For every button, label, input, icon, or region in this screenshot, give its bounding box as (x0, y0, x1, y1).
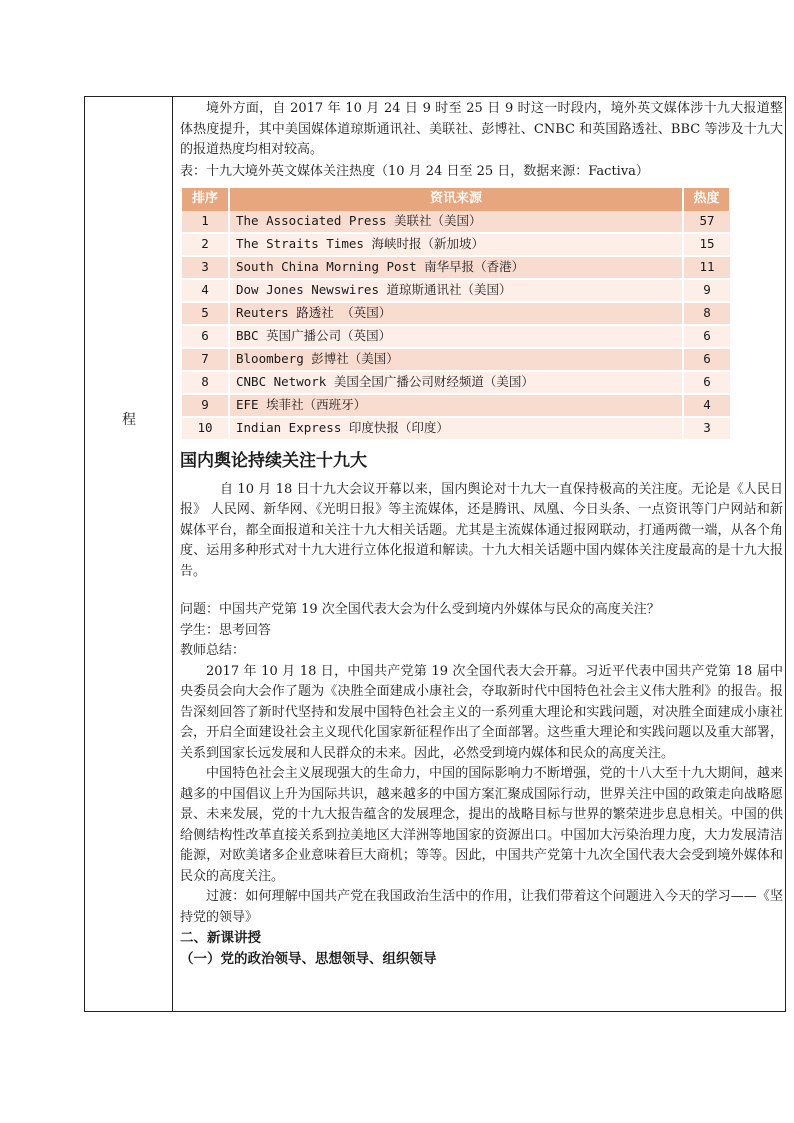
cell-source: Dow Jones Newswires 道琼斯通讯社（美国） (229, 279, 683, 302)
table-row (182, 302, 730, 325)
cell-source: South China Morning Post 南华早报（香港） (229, 256, 683, 279)
table-row (182, 211, 730, 233)
student-line: 学生：思考回答 (180, 622, 272, 638)
media-ranking-table (182, 188, 731, 441)
content-cell (180, 99, 783, 969)
teacher-line: 教师总结： (180, 643, 246, 658)
question-line: 问题：中国共产党第 19 次全国代表大会为什么受到境内外媒体与民众的高度关注？ (180, 602, 660, 617)
cell-rank: 3 (182, 256, 229, 279)
table-header-row (182, 188, 730, 211)
cell-source: The Associated Press 美联社（美国） (229, 211, 683, 233)
cell-rank: 1 (182, 211, 229, 233)
table-row (182, 394, 730, 417)
cell-source: BBC 英国广播公司（英国） (229, 325, 683, 348)
cell-heat: 57 (683, 211, 730, 233)
cell-heat: 4 (683, 394, 730, 417)
header-source: 资讯来源 (229, 188, 683, 211)
cell-rank: 9 (182, 394, 229, 417)
domestic-heading: 国内舆论持续关注十九大 (180, 451, 367, 471)
table-row (182, 348, 730, 371)
cell-heat: 6 (683, 325, 730, 348)
cell-heat: 3 (683, 417, 730, 440)
header-rank: 排序 (182, 188, 229, 211)
table-caption: 表：十九大境外英文媒体关注热度（10 月 24 日至 25 日，数据来源：Factiva） (180, 163, 649, 179)
table-row (182, 325, 730, 348)
subsection-heading: （一）党的政治领导、思想领导、组织领导 (180, 950, 437, 967)
cell-source: The Straits Times 海峡时报（新加坡） (229, 233, 683, 256)
table-row (182, 279, 730, 302)
cell-rank: 2 (182, 233, 229, 256)
cell-heat: 6 (683, 371, 730, 394)
table-row (182, 371, 730, 394)
cell-rank: 10 (182, 417, 229, 440)
header-heat: 热度 (683, 188, 730, 211)
cell-heat: 9 (683, 279, 730, 302)
table-row (182, 256, 730, 279)
cell-heat: 15 (683, 233, 730, 256)
cell-rank: 4 (182, 279, 229, 302)
cell-source: Indian Express 印度快报（印度） (229, 417, 683, 440)
left-column-label: 程 (122, 412, 136, 428)
table-row (182, 417, 730, 440)
cell-source: EFE 埃菲社（西班牙） (229, 394, 683, 417)
cell-heat: 8 (683, 302, 730, 325)
cell-source: CNBC Network 美国全国广播公司财经频道（美国） (229, 371, 683, 394)
cell-heat: 6 (683, 348, 730, 371)
cell-source: Bloomberg 彭博社（美国） (229, 348, 683, 371)
cell-rank: 6 (182, 325, 229, 348)
cell-rank: 5 (182, 302, 229, 325)
intro-paragraph: 境外方面，自 2017 年 10 月 24 日 9 时至 25 日 9 时这一时段内，境外英文媒体涉十九大报道整体热度提升，其中美国媒体道琼斯通讯社、美联社、彭博社、CNBC 和英国路透社、BBC 等涉及十九大的报道热度均相对较高。 (180, 101, 783, 157)
transition-paragraph: 过渡：如何理解中国共产党在我国政治生活中的作用，让我们带着这个问题进入今天的学习——《坚持党的领导》 (180, 889, 783, 925)
cell-rank: 8 (182, 371, 229, 394)
cell-heat: 11 (683, 256, 730, 279)
lesson-table-frame (84, 96, 786, 1012)
section-heading: 二、新课讲授 (180, 930, 261, 946)
summary-paragraph-1: 2017 年 10 月 18 日，中国共产党第 19 次全国代表大会开幕。习近平代表中国共产党第 18 届中央委员会向大会作了题为《决胜全面建成小康社会，夺取新时代中国特色社会主义伟大胜利》的报告。报告深刻回答了新时代坚持和发展中国特色社会主义的一系列重大理论和实践问题，对决胜全面建成小康社会，开启全面建设社会主义现代化国家新征程作出了全面部署。这些重大理论和实践问题以及重大部署，关系到国家长远发展和人民群众的未来。因此，必然受到境内媒体和民众的高度关注。 (180, 663, 783, 761)
table-row (182, 233, 730, 256)
summary-paragraph-2: 中国特色社会主义展现强大的生命力，中国的国际影响力不断增强，党的十八大至十九大期间，越来越多的中国倡议上升为国际共识，越来越多的中国方案汇聚成国际行动，世界关注中国的政策走向战略愿景、未来发展，党的十九大报告蕴含的发展理念，提出的战略目标与世界的繁荣进步息息相关。中国的供给侧结构性改革直接关系到拉美地区大洋洲等地国家的资源出口。中国加大污染治理力度，大力发展清洁能源，对欧美诸多企业意味着巨大商机；等等。因此，中国共产党第十九次全国代表大会受到境外媒体和民众的高度关注。 (180, 766, 783, 884)
domestic-paragraph: 自 10 月 18 日十九大会议开幕以来，国内舆论对十九大一直保持极高的关注度。无论是《人民日报》 人民网、新华网、《光明日报》等主流媒体，还是腾讯、凤凰、今日头条、一点资讯等门户网站和新媒体平台，都全面报道和关注十九大相关话题。尤其是主流媒体通过报网联动，打通两微一端，从各个角度、运用多种形式对十九大进行立体化报道和解读。十九大相关话题中国内媒体关注度最高的是十九大报告。 (180, 481, 783, 579)
spacer (180, 582, 783, 600)
cell-rank: 7 (182, 348, 229, 371)
left-column (85, 97, 173, 1011)
cell-source: Reuters 路透社 （英国） (229, 302, 683, 325)
